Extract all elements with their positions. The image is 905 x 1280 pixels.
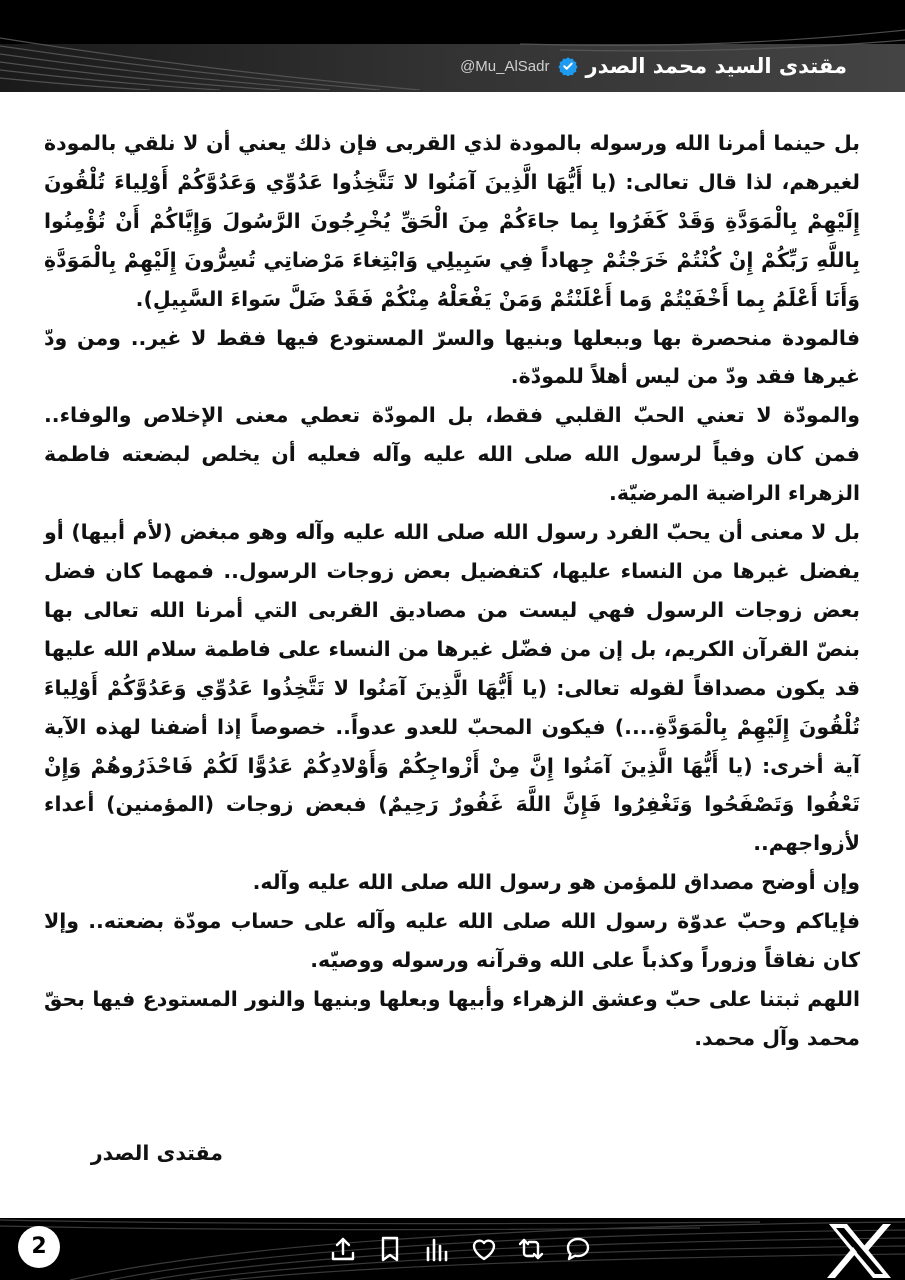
post-body [44, 124, 860, 1058]
share-icon[interactable] [328, 1234, 358, 1264]
views-icon[interactable] [422, 1234, 452, 1264]
paragraph-5: وإن أوضح مصداق للمؤمن هو رسول الله صلى الله عليه وآله. [252, 870, 860, 895]
paragraph-6: فإياكم وحبّ عدوّة رسول الله صلى الله عليه وآله على حساب مودّة بضعته.. وإلا كان نفاقاً وزوراً وكذباً على الله وقرآنه ورسوله ووصيّه. [44, 909, 860, 973]
author-name[interactable]: مقتدى السيد محمد الصدر [585, 54, 847, 78]
verified-badge-icon [558, 56, 578, 76]
like-icon[interactable] [469, 1234, 499, 1264]
paragraph-3: والمودّة لا تعني الحبّ القلبي فقط، بل المودّة تعطي معنى الإخلاص والوفاء.. فمن كان وفياً لرسول الله صلى الله عليه وآله فعليه أن يخلص لبضعته فاطمة الزهراء الراضية المرضيّة. [44, 403, 860, 506]
x-logo-icon [823, 1222, 895, 1280]
paragraph-7: اللهم ثبتنا على حبّ وعشق الزهراء وأبيها وبعلها وبنيها والنور المستودع فيها بحقّ محمد وآل محمد. [44, 986, 860, 1050]
author-block[interactable] [460, 54, 847, 78]
tweet-actions [328, 1232, 593, 1266]
author-handle[interactable]: @Mu_AlSadr [460, 57, 550, 75]
header-black-strip [0, 0, 905, 44]
retweet-icon[interactable] [516, 1234, 546, 1264]
reply-icon[interactable] [563, 1234, 593, 1264]
page-number: 2 [18, 1226, 60, 1268]
paragraph-4: بل لا معنى أن يحبّ الفرد رسول الله صلى الله عليه وآله وهو مبغض (لأم أبيها) أو يفضل غيرها من النساء عليها، كتفضيل بعض زوجات الرسول.. فمهما كان فضل بعض زوجات الرسول فهي ليست من مصاديق القربى التي أمرنا الله تعالى بها بنصّ القرآن الكريم، بل إن من فضّل غيرها من النساء على فاطمة سلام الله عليها قد يكون مصداقاً لقوله تعالى: (يا أَيُّهَا الَّذِينَ آمَنُوا لا تَتَّخِذُوا عَدُوِّي وَعَدُوَّكُمْ أَوْلِياءَ تُلْقُونَ إِلَيْهِمْ بِالْمَوَدَّةِ....) فيكون المحبّ للعدو عدواً.. خصوصاً إذا أضفنا لهذه الآية آية أخرى: (يا أَيُّهَا الَّذِينَ آمَنُوا إِنَّ مِنْ أَزْواجِكُمْ وَأَوْلادِكُمْ عَدُوًّا لَكُمْ فَاحْذَرُوهُمْ وَإِنْ تَعْفُوا وَتَصْفَحُوا وَتَغْفِرُوا فَإِنَّ اللَّهَ غَفُورٌ رَحِيمٌ) فبعض زوجات (المؤمنين) أعداء لأزواجهم.. [44, 520, 860, 856]
page-header [0, 0, 905, 92]
page-footer [0, 1218, 905, 1280]
paragraph-1: بل حينما أمرنا الله ورسوله بالمودة لذي القربى فإن ذلك يعني أن لا نلقي بالمودة لغيرهم، لذا قال تعالى: (يا أَيُّهَا الَّذِينَ آمَنُوا لا تَتَّخِذُوا عَدُوِّي وَعَدُوَّكُمْ أَوْلِياءَ تُلْقُونَ إِلَيْهِمْ بِالْمَوَدَّةِ وَقَدْ كَفَرُوا بِما جاءَكُمْ مِنَ الْحَقِّ يُخْرِجُونَ الرَّسُولَ وَإِيَّاكُمْ أَنْ تُؤْمِنُوا بِاللَّهِ رَبِّكُمْ إِنْ كُنْتُمْ خَرَجْتُمْ جِهاداً فِي سَبِيلِي وَابْتِغاءَ مَرْضاتِي تُسِرُّونَ إِلَيْهِمْ بِالْمَوَدَّةِ وَأَنَا أَعْلَمُ بِما أَخْفَيْتُمْ وَما أَعْلَنْتُمْ وَمَنْ يَفْعَلْهُ مِنْكُمْ فَقَدْ ضَلَّ سَواءَ السَّبِيلِ). [44, 131, 860, 311]
bookmark-icon[interactable] [375, 1234, 405, 1264]
paragraph-2: فالمودة منحصرة بها وببعلها وبنيها والسرّ المستودع فيها فقط لا غير.. ومن ودّ غيرها فقد ودّ من ليس أهلاً للمودّة. [44, 325, 860, 389]
signature: مقتدى الصدر [90, 1141, 223, 1165]
